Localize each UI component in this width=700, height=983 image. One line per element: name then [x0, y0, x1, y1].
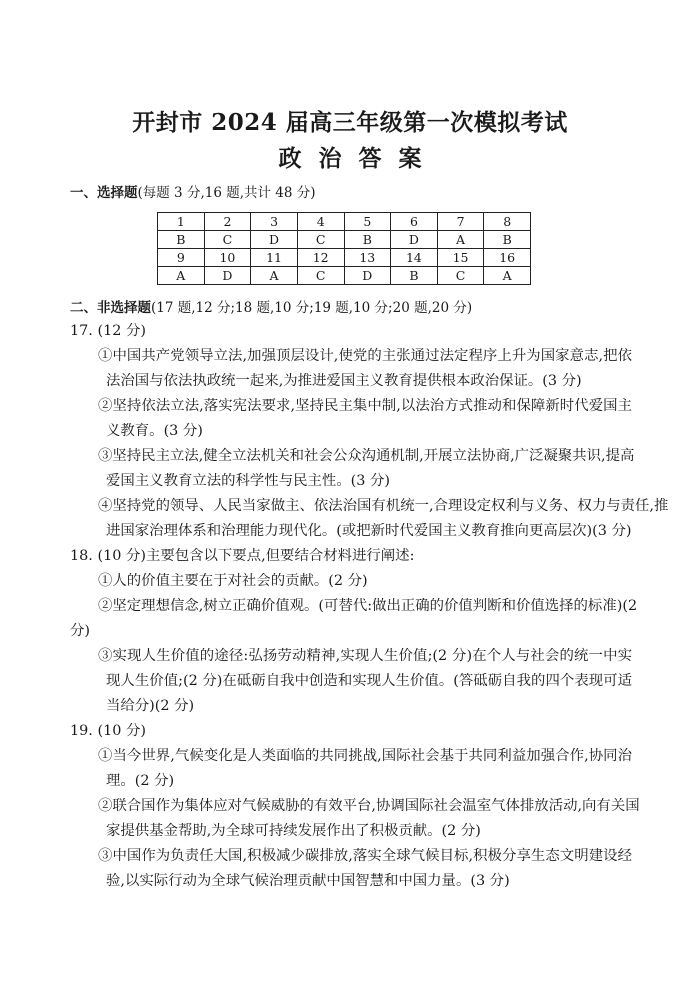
answer-cell: B: [344, 231, 391, 249]
answer-row: [158, 231, 531, 249]
answer-text-line: ②坚持依法立法,落实宪法要求,坚持民主集中制,以法治方式推动和保障新时代爱国主: [98, 398, 632, 414]
question-number-cell: 9: [158, 249, 205, 267]
answer-cell: A: [437, 231, 484, 249]
answer-text-line: 验,以实际行动为全球气候治理贡献中国智慧和中国力量。(3 分): [106, 873, 510, 889]
answer-cell: C: [204, 231, 251, 249]
question-number-cell: 16: [484, 249, 531, 267]
question-number-cell: 14: [391, 249, 438, 267]
answer-cell: C: [297, 267, 344, 285]
answer-cell: A: [484, 267, 531, 285]
answer-text-line: ①中国共产党领导立法,加强顶层设计,使党的主张通过法定程序上升为国家意志,把依: [98, 348, 632, 364]
question-number-cell: 4: [297, 213, 344, 231]
answer-text-line: ②联合国作为集体应对气候威胁的有效平台,协调国际社会温室气体排放活动,向有关国: [98, 798, 640, 814]
answer-text-line: 理。(2 分): [106, 773, 175, 789]
answer-text-line: ③实现人生价值的途径:弘扬劳动精神,实现人生价值;(2 分)在个人与社会的统一中实: [98, 648, 632, 664]
answer-text-line: 爱国主义教育立法的科学性与民主性。(3 分): [106, 473, 390, 489]
answer-cell: B: [484, 231, 531, 249]
document-subtitle: 政治答案: [278, 145, 439, 172]
answer-text-line: 现人生价值;(2 分)在砥砺自我中创造和实现人生价值。(答砥砺自我的四个表现可适: [106, 673, 632, 689]
answer-cell: B: [158, 231, 205, 249]
answer-cell: B: [391, 267, 438, 285]
question-number-cell: 6: [391, 213, 438, 231]
answer-text-line: 法治国与依法执政统一起来,为推进爱国主义教育提供根本政治保证。(3 分): [106, 373, 582, 389]
answer-text-line: 17. (12 分): [70, 323, 146, 339]
answer-text-line: ③中国作为负责任大国,积极减少碳排放,落实全球气候目标,积极分享生态文明建设经: [98, 848, 632, 864]
question-number-row: [158, 213, 531, 231]
question-number-cell: 8: [484, 213, 531, 231]
question-number-cell: 15: [437, 249, 484, 267]
answer-cell: D: [391, 231, 438, 249]
answer-cell: D: [251, 231, 298, 249]
answer-text-line: 进国家治理体系和治理能力现代化。(或把新时代爱国主义教育推向更高层次)(3 分): [106, 523, 632, 539]
answer-text-line: ③坚持民主立法,健全立法机关和社会公众沟通机制,开展立法协商,广泛凝聚共识,提高: [98, 448, 635, 464]
section-1-note: (每题 3 分,16 题,共计 48 分): [137, 185, 316, 201]
answer-text-line: ①人的价值主要在于对社会的贡献。(2 分): [98, 573, 368, 589]
answer-cell: D: [344, 267, 391, 285]
section-2-heading: [70, 296, 472, 316]
answer-cell: A: [158, 267, 205, 285]
section-2-note: (17 题,12 分;18 题,10 分;19 题,10 分;20 题,20 分): [151, 300, 473, 316]
question-number-cell: 5: [344, 213, 391, 231]
answer-text-line: ①当今世界,气候变化是人类面临的共同挑战,国际社会基于共同利益加强合作,协同治: [98, 748, 632, 764]
answer-table: [157, 212, 531, 285]
section-1-label: 一、选择题: [70, 185, 138, 201]
question-number-cell: 1: [158, 213, 205, 231]
section-1-heading: [70, 181, 316, 201]
question-number-cell: 12: [297, 249, 344, 267]
answer-cell: C: [437, 267, 484, 285]
answer-text-line: 当给分)(2 分): [106, 698, 195, 714]
answer-text-line: ②坚定理想信念,树立正确价值观。(可替代:做出正确的价值判断和价值选择的标准)(2: [98, 598, 638, 614]
answer-text-line: 家提供基金帮助,为全球可持续发展作出了积极贡献。(2 分): [106, 823, 481, 839]
question-number-cell: 7: [437, 213, 484, 231]
section-2-label: 二、非选择题: [70, 300, 151, 316]
question-number-cell: 11: [251, 249, 298, 267]
question-number-cell: 2: [204, 213, 251, 231]
answer-text-line: 18. (10 分)主要包含以下要点,但要结合材料进行阐述:: [70, 548, 415, 564]
answer-cell: C: [297, 231, 344, 249]
question-number-cell: 3: [251, 213, 298, 231]
question-number-cell: 10: [204, 249, 251, 267]
answer-cell: D: [204, 267, 251, 285]
document-title: 开封市 2024 届高三年级第一次模拟考试: [132, 109, 568, 136]
answer-text-line: 分): [70, 623, 91, 639]
answer-text-line: 19. (10 分): [70, 723, 146, 739]
question-number-row: [158, 249, 531, 267]
answer-cell: A: [251, 267, 298, 285]
answer-row: [158, 267, 531, 285]
answer-text-line: 义教育。(3 分): [106, 423, 203, 439]
answer-text-line: ④坚持党的领导、人民当家做主、依法治国有机统一,合理设定权利与义务、权力与责任,推: [98, 498, 669, 514]
question-number-cell: 13: [344, 249, 391, 267]
